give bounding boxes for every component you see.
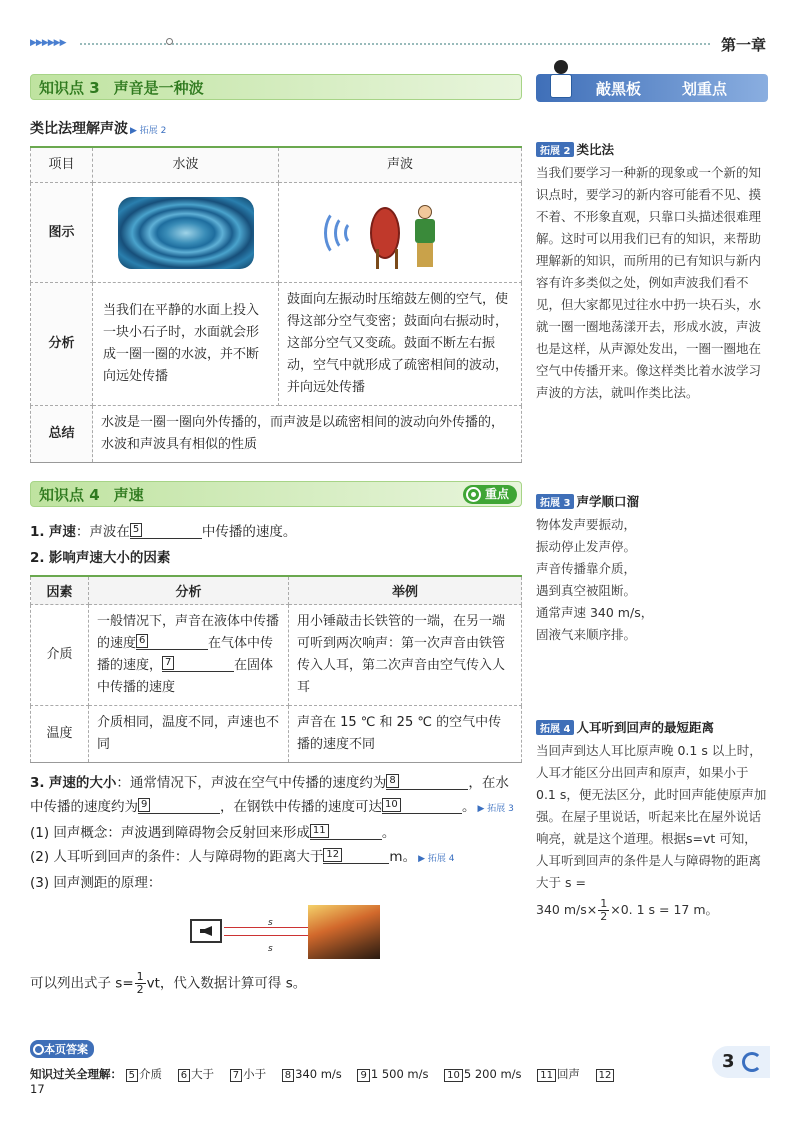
sound-wave-image (279, 183, 522, 283)
side-banner (536, 74, 768, 102)
kp4-label: 知识点 4 (39, 485, 100, 504)
item1-number: 1. (30, 524, 45, 540)
answer-value: 回声 (556, 1067, 580, 1081)
ext4-half-fraction (598, 898, 609, 923)
col-example: 举例 (289, 576, 522, 605)
speaker-icon (190, 919, 222, 943)
sound-path-back (224, 935, 308, 936)
ext3-title (536, 492, 768, 510)
blank-12[interactable] (323, 848, 389, 864)
ext4-title (536, 718, 768, 736)
header-circle-icon (166, 38, 173, 45)
ext4-body-text: 当回声到达人耳比原声晚 0.1 s 以上时，人耳才能区分出回声和原声，如果小于 0.1 s，便无法区分，此时回声能使原声加强。在屋子里说话，听起来比在屋外说话响亮，就是这个道理。根据s=vt 可知，人耳听到回声的条件是人与障碍物的距离大于 s = (536, 743, 767, 890)
sub1-post: 。 (381, 825, 396, 841)
answer-value: 5 200 m/s (463, 1067, 522, 1081)
key-point-badge-text: 重点 (484, 487, 509, 501)
kp3-label: 知识点 3 (39, 78, 100, 97)
cliff-image (308, 905, 380, 959)
page-number-tab (712, 1046, 770, 1078)
answer-item (178, 1067, 214, 1081)
item1-post: 中传播的速度。 (201, 524, 297, 540)
answer-value: 1 500 m/s (370, 1067, 429, 1081)
chapter-title: 第一章 (720, 36, 766, 54)
medium-example: 用小锤敲击长铁管的一端，在另一端可听到两次响声：第一次声音由铁管传入人耳，第二次声音由空气传入人耳 (289, 605, 522, 706)
col-sound: 声波 (279, 147, 522, 183)
item1-pre: ：声波在 (75, 524, 130, 540)
answers-label: 知识过关全理解： (30, 1067, 122, 1081)
answers-line (30, 1066, 620, 1096)
header-dotted-line (80, 43, 710, 45)
item3-text2: ，在水中传播的速度约为 (30, 775, 509, 815)
row-summary-label: 总结 (31, 406, 93, 463)
ext3-line: 遇到真空被阻断。 (536, 583, 637, 598)
ext3-line: 声音传播靠介质， (536, 561, 637, 576)
blank-8[interactable] (386, 774, 468, 790)
row-medium-label: 介质 (31, 605, 89, 706)
col-item: 项目 (31, 147, 93, 183)
header-arrows: ▶▶▶▶▶▶ (30, 38, 66, 48)
blank-7-num: 7 (162, 656, 174, 670)
medium-analysis-1: 一般情况下，声音在液体中传播的速度 (97, 614, 280, 651)
ext4-title-text: 人耳听到回声的最短距离 (576, 720, 714, 735)
row-pic-label: 图示 (31, 183, 93, 283)
ext2-title-text: 类比法 (576, 142, 614, 157)
item3-ext3: ▶ 拓展 3 (477, 804, 514, 814)
kp3-subhead (30, 118, 522, 138)
kp4-item-1 (30, 519, 522, 545)
ext3-line: 固液气来顺序排。 (536, 627, 637, 642)
item3-text3: ，在钢铁中传播的速度可达 (220, 799, 382, 815)
teacher-figure-icon (544, 60, 578, 102)
ext4-frac-den: 2 (600, 910, 608, 923)
main-column (30, 74, 522, 996)
answer-value: 大于 (191, 1067, 215, 1081)
ext4-formula-post: ×0. 1 s = 17 m。 (610, 902, 719, 917)
answer-num: 7 (230, 1069, 242, 1082)
diagram-s-label-2: s (268, 944, 273, 954)
answer-item (282, 1067, 342, 1081)
swirl-icon (742, 1052, 762, 1072)
answer-num: 6 (178, 1069, 190, 1082)
answers-head: 本页答案 (30, 1040, 94, 1058)
item3-sub2 (30, 845, 522, 871)
blank-6-num: 6 (136, 634, 148, 648)
formula-post: vt，代入数据计算可得 s。 (146, 975, 307, 992)
answer-value: 小于 (243, 1067, 267, 1081)
ext3-body (536, 514, 768, 646)
ext2-title (536, 140, 768, 158)
side-banner-text-2: 划重点 (682, 80, 728, 98)
water-ripple-icon (118, 197, 254, 269)
kp4-item-3 (30, 771, 522, 996)
blank-11-num: 11 (310, 824, 329, 838)
temperature-example: 声音在 15 ℃ 和 25 ℃ 的空气中传播的速度不同 (289, 706, 522, 763)
ext2-box (536, 140, 768, 404)
formula-pre: 可以列出式子 s= (30, 975, 134, 992)
item3-number: 3. (30, 775, 45, 791)
temperature-analysis: 介质相同，温度不同，声速也不同 (89, 706, 289, 763)
answer-num: 9 (357, 1069, 369, 1082)
item2-term: 影响声速大小的因素 (48, 550, 171, 566)
answer-num: 10 (444, 1069, 463, 1082)
answer-value: 介质 (139, 1067, 163, 1081)
ext4-formula (536, 898, 768, 923)
sound-analysis: 鼓面向左振动时压缩鼓左侧的空气，使得这部分空气变密；鼓面向右振动时，这部分空气又变疏。鼓面不断左右振动，空气中就形成了疏密相间的波动，并向远处传播 (279, 283, 522, 406)
blank-6[interactable] (136, 634, 208, 650)
ext4-tag: 拓展 4 (536, 720, 574, 735)
blank-10[interactable] (382, 798, 462, 814)
col-analysis: 分析 (89, 576, 289, 605)
blank-5-num: 5 (130, 523, 142, 537)
item3-term: 声速的大小 (48, 775, 117, 791)
blank-7[interactable] (162, 656, 234, 672)
answer-num: 12 (596, 1069, 615, 1082)
blank-5[interactable] (130, 523, 202, 539)
sub1-pre: (1) 回声概念：声波遇到障碍物会反射回来形成 (30, 825, 310, 841)
sound-path-out (224, 927, 308, 928)
ext4-formula-pre: 340 m/s× (536, 902, 598, 917)
analogy-table (30, 146, 522, 463)
item3-sub3: (3) 回声测距的原理： (30, 875, 162, 891)
ext3-tag: 拓展 3 (536, 494, 574, 509)
page-number: 3 (722, 1051, 735, 1072)
answer-item (126, 1067, 162, 1081)
item3-text4: 。 (462, 799, 476, 815)
page-header (30, 34, 770, 54)
frac-num: 1 (136, 970, 144, 983)
col-water: 水波 (93, 147, 279, 183)
ext4-frac-num: 1 (600, 897, 608, 910)
ext3-line: 通常声速 340 m/s， (536, 605, 654, 620)
water-wave-image (93, 183, 279, 283)
ext3-box (536, 492, 768, 646)
formula-line (30, 971, 522, 996)
answer-item (537, 1067, 580, 1081)
answer-item (230, 1067, 266, 1081)
speed-factor-table (30, 575, 522, 763)
water-analysis: 当我们在平静的水面上投入一块小石子时，水面就会形成一圈一圈的水波，并不断向远处传播 (93, 283, 279, 406)
answer-item (444, 1067, 521, 1081)
ext3-title-text: 声学顺口溜 (576, 494, 639, 509)
item1-term: 声速 (48, 524, 76, 540)
kp4-item-2 (30, 545, 522, 571)
kp4-title: 声速 (113, 485, 144, 504)
ext3-line: 物体发声要振动， (536, 517, 637, 532)
side-column (536, 74, 768, 923)
ext2-tag: 拓展 2 (536, 142, 574, 157)
item3-text1: ：通常情况下，声波在空气中传播的速度约为 (116, 775, 387, 791)
page-answers (30, 1040, 620, 1096)
answer-num: 8 (282, 1069, 294, 1082)
ext3-line: 振动停止发声停。 (536, 539, 637, 554)
medium-analysis-2: 在气体中传播的速度， (97, 636, 274, 673)
side-banner-text-1: 敲黑板 (596, 80, 642, 98)
blank-9[interactable] (138, 798, 220, 814)
target-icon (466, 487, 481, 502)
echo-diagram (190, 905, 380, 959)
row-analysis-label: 分析 (31, 283, 93, 406)
answer-value: 340 m/s (295, 1067, 342, 1081)
item3-sub1 (30, 821, 522, 845)
medium-analysis-3: 在固体中传播的速度 (97, 658, 274, 695)
medium-analysis (89, 605, 289, 706)
sub2-pre: (2) 人耳听到回声的条件：人与障碍物的距离大于 (30, 849, 324, 865)
col-factor: 因素 (31, 576, 89, 605)
blank-9-num: 9 (138, 798, 150, 812)
blank-8-num: 8 (386, 774, 398, 788)
row-temperature-label: 温度 (31, 706, 89, 763)
ext4-box (536, 718, 768, 923)
kp3-subhead-text: 类比法理解声波 (30, 121, 128, 137)
item3-paragraph (30, 771, 522, 821)
answer-item (357, 1067, 428, 1081)
knowledge-point-4-bar (30, 481, 522, 507)
answer-num: 5 (126, 1069, 138, 1082)
ext4-body (536, 740, 768, 923)
item3-ext4: ▶ 拓展 4 (418, 854, 455, 864)
answer-value: 17 (30, 1082, 45, 1096)
half-fraction (135, 971, 146, 996)
ext2-body: 当我们要学习一种新的现象或一个新的知识点时，要学习的新内容可能看不见、摸不着、不形象直观，只靠口头描述很难理解。这时可以用我们已有的知识，来帮助理解新的知识，而所用的已有知识与新内容有许多类似之处，例如声波我们看不见，但大家都见过往水中扔一块石头，水就一圈一圈地荡漾开去，形成水波，声波也是这样，从声源处发出，一圈一圈地在空气中传播开来。像这样类比着水波学习声波的方法，就叫作类比法。 (536, 165, 762, 400)
knowledge-point-3-bar (30, 74, 522, 100)
kp3-subhead-ext: ▶ 拓展 2 (130, 126, 167, 136)
key-point-badge (463, 485, 517, 504)
blank-12-num: 12 (323, 848, 342, 862)
kp3-title: 声音是一种波 (113, 78, 204, 97)
answer-num: 11 (537, 1069, 556, 1082)
frac-den: 2 (136, 983, 144, 996)
summary-text: 水波是一圈一圈向外传播的，而声波是以疏密相间的波动向外传播的，水波和声波具有相似的性质 (93, 406, 522, 463)
blank-11[interactable] (310, 824, 382, 840)
sub2-post: m。 (389, 849, 417, 865)
drum-sound-icon (320, 195, 480, 271)
diagram-s-label-1: s (268, 918, 273, 928)
item2-number: 2. (30, 550, 45, 566)
blank-10-num: 10 (382, 798, 401, 812)
